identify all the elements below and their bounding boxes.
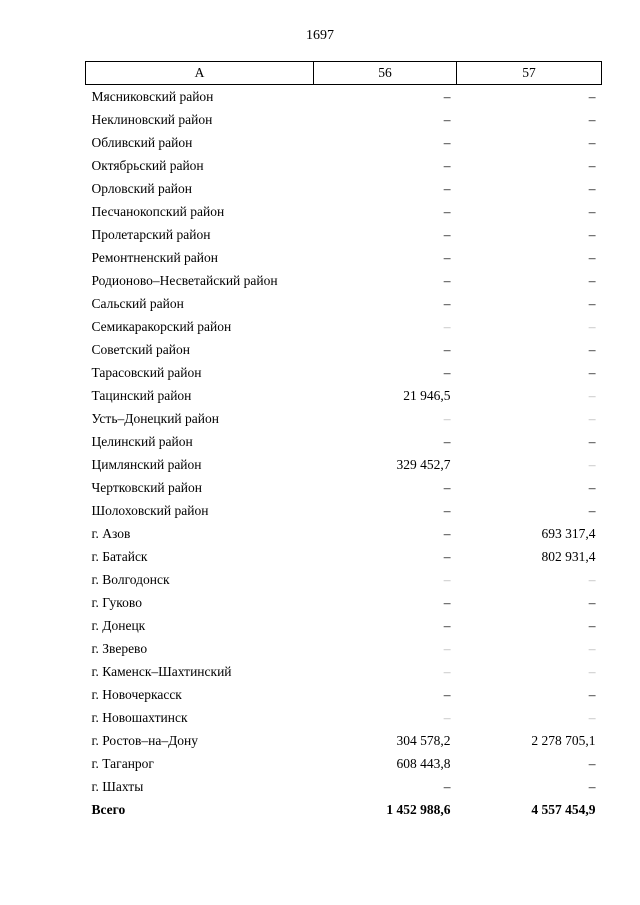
row-value-56: – (443, 618, 451, 633)
row-value-57: – (588, 434, 596, 449)
row-territory-name: Шолоховский район (91, 503, 209, 518)
row-territory-name: Пролетарский район (91, 227, 211, 242)
row-territory-name: г. Шахты (91, 779, 144, 794)
table-row (86, 131, 602, 154)
row-value-57: – (588, 273, 596, 288)
row-value-57: – (588, 158, 596, 173)
row-territory-name: Ремонтненский район (91, 250, 218, 265)
row-value-56: 329 452,7 (396, 457, 451, 472)
row-territory-name: г. Ростов–на–Дону (91, 733, 199, 748)
row-territory-name: Тацинский район (91, 388, 192, 403)
table-row (86, 660, 602, 683)
row-territory-name: г. Новошахтинск (91, 710, 188, 725)
table-row (86, 108, 602, 131)
row-territory-name: Мясниковский район (91, 89, 214, 104)
row-value-57: – (588, 204, 596, 219)
row-value-56: 21 946,5 (403, 388, 451, 403)
table-row (86, 246, 602, 269)
row-territory-name: Усть–Донецкий район (91, 411, 219, 426)
table-row (86, 407, 602, 430)
table-row (86, 683, 602, 706)
row-value-56: – (443, 89, 451, 104)
row-value-57: – (588, 388, 596, 403)
row-value-57: 693 317,4 (541, 526, 596, 541)
row-value-56: 608 443,8 (396, 756, 451, 771)
row-value-57: 2 278 705,1 (531, 733, 596, 748)
table-row (86, 453, 602, 476)
budget-table (85, 61, 602, 821)
row-value-56: – (443, 158, 451, 173)
row-territory-name: г. Батайск (91, 549, 148, 564)
row-value-56: – (443, 710, 451, 725)
row-territory-name: Чертковский район (91, 480, 202, 495)
row-value-57: – (588, 365, 596, 380)
row-territory-name: Орловский район (91, 181, 192, 196)
row-value-56: – (443, 112, 451, 127)
row-territory-name: Песчанокопский район (91, 204, 225, 219)
row-territory-name: г. Каменск–Шахтинский (91, 664, 232, 679)
row-value-57: – (588, 641, 596, 656)
row-value-57: – (588, 664, 596, 679)
header-column-57: 57 (457, 62, 602, 85)
row-value-57: – (588, 89, 596, 104)
row-value-56: – (443, 365, 451, 380)
row-value-57: – (588, 710, 596, 725)
table-body (86, 85, 602, 822)
row-territory-name: Цимлянский район (91, 457, 202, 472)
row-value-57: – (588, 756, 596, 771)
row-value-56: – (443, 687, 451, 702)
row-value-56: 304 578,2 (396, 733, 451, 748)
row-value-56: – (443, 572, 451, 587)
row-value-57: – (588, 112, 596, 127)
table-header-row (86, 62, 602, 85)
header-column-56: 56 (314, 62, 457, 85)
table-row (86, 292, 602, 315)
row-value-56: – (443, 434, 451, 449)
total-label: Всего (91, 802, 126, 817)
table-row (86, 154, 602, 177)
row-value-57: – (588, 457, 596, 472)
row-value-56: – (443, 319, 451, 334)
row-value-57: – (588, 618, 596, 633)
table-row (86, 775, 602, 798)
table-row (86, 706, 602, 729)
row-value-56: – (443, 595, 451, 610)
row-territory-name: г. Азов (91, 526, 131, 541)
row-territory-name: г. Таганрог (91, 756, 154, 771)
row-territory-name: Неклиновский район (91, 112, 213, 127)
row-value-57: – (588, 227, 596, 242)
row-value-57: – (588, 319, 596, 334)
table-row (86, 315, 602, 338)
row-value-57: – (588, 135, 596, 150)
row-value-56: – (443, 664, 451, 679)
row-value-57: – (588, 572, 596, 587)
table-row (86, 338, 602, 361)
row-value-56: – (443, 342, 451, 357)
row-value-56: – (443, 296, 451, 311)
row-value-57: – (588, 503, 596, 518)
row-territory-name: г. Волгодонск (91, 572, 170, 587)
row-value-57: – (588, 779, 596, 794)
row-territory-name: Целинский район (91, 434, 193, 449)
header-column-a: А (86, 62, 314, 85)
row-value-56: – (443, 549, 451, 564)
table-row (86, 545, 602, 568)
row-value-56: – (443, 526, 451, 541)
row-value-57: – (588, 250, 596, 265)
total-row (86, 798, 602, 821)
row-value-57: – (588, 181, 596, 196)
row-territory-name: г. Донецк (91, 618, 146, 633)
row-value-56: – (443, 503, 451, 518)
table-row (86, 361, 602, 384)
table-row (86, 85, 602, 109)
row-value-56: – (443, 250, 451, 265)
table-row (86, 752, 602, 775)
table-row (86, 476, 602, 499)
row-value-56: – (443, 135, 451, 150)
row-value-56: – (443, 227, 451, 242)
table-row (86, 729, 602, 752)
row-value-56: – (443, 480, 451, 495)
row-value-57: – (588, 687, 596, 702)
row-value-57: – (588, 296, 596, 311)
row-territory-name: Семикаракорский район (91, 319, 232, 334)
row-territory-name: Сальский район (91, 296, 184, 311)
row-value-56: – (443, 181, 451, 196)
total-value-56: 1 452 988,6 (386, 802, 451, 817)
table-row (86, 568, 602, 591)
table-row (86, 200, 602, 223)
row-territory-name: г. Зверево (91, 641, 148, 656)
table-row (86, 614, 602, 637)
row-value-56: – (443, 273, 451, 288)
table-row (86, 177, 602, 200)
table-row (86, 522, 602, 545)
row-territory-name: Обливский район (91, 135, 193, 150)
row-territory-name: Октябрьский район (91, 158, 204, 173)
row-value-57: – (588, 411, 596, 426)
row-value-57: 802 931,4 (541, 549, 596, 564)
row-value-56: – (443, 204, 451, 219)
row-value-56: – (443, 779, 451, 794)
total-value-57: 4 557 454,9 (531, 802, 596, 817)
table-row (86, 499, 602, 522)
row-value-57: – (588, 595, 596, 610)
row-territory-name: Тарасовский район (91, 365, 202, 380)
row-territory-name: Родионово–Несветайский район (91, 273, 278, 288)
row-value-56: – (443, 411, 451, 426)
table-row (86, 430, 602, 453)
row-territory-name: Советский район (91, 342, 190, 357)
table-row (86, 591, 602, 614)
row-territory-name: г. Гуково (91, 595, 142, 610)
table-row (86, 637, 602, 660)
table-row (86, 269, 602, 292)
row-territory-name: г. Новочеркасск (91, 687, 182, 702)
row-value-57: – (588, 480, 596, 495)
table-row (86, 384, 602, 407)
row-value-57: – (588, 342, 596, 357)
row-value-56: – (443, 641, 451, 656)
page-number: 1697 (306, 28, 334, 43)
table-row (86, 223, 602, 246)
